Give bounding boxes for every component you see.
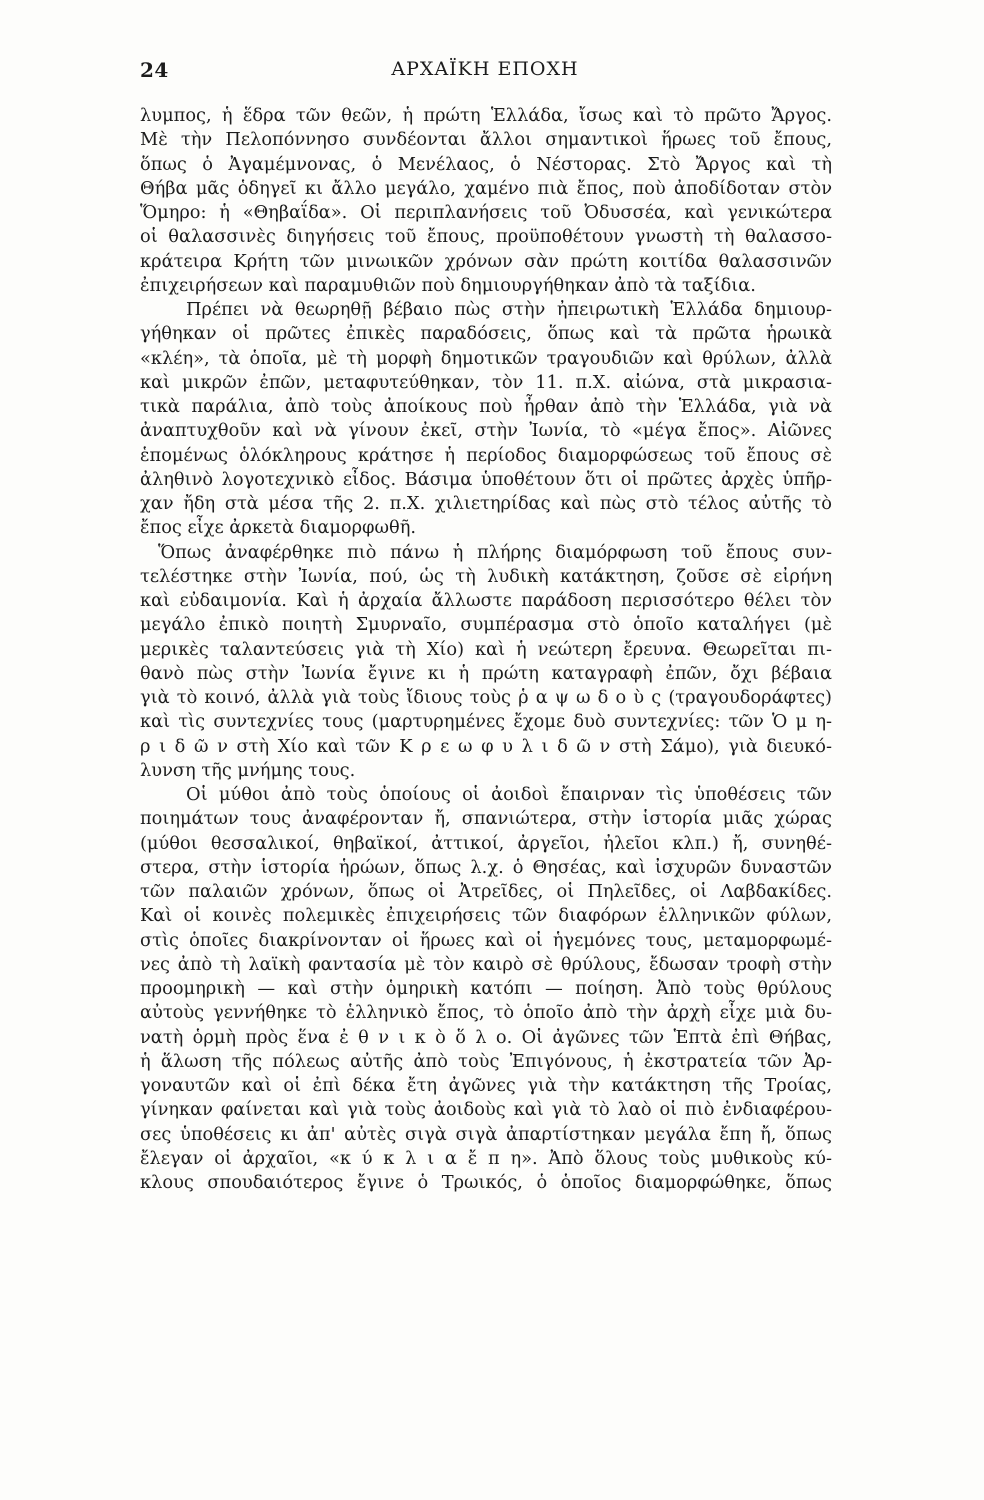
paragraph-first-line: Οἱ μύθοι ἀπὸ τοὺς ὁποίους οἱ ἀοιδοὶ ἔπαιρναν τὶς ὑποθέσεις τῶν	[186, 784, 832, 805]
text-line: λυμπος, ἡ ἕδρα τῶν θεῶν, ἡ πρώτη Ἑλλάδα, ἴσως καὶ τὸ πρῶτο Ἄργος.	[140, 105, 832, 126]
text-line: οἱ θαλασσινὲς διηγήσεις τοῦ ἔπους, προϋποθέτουν γνωστὴ τὴ θαλασσο-	[140, 226, 832, 248]
text-line: στὶς ὁποῖες διακρίνονταν οἱ ἥρωες καὶ οἱ ἡγεμόνες τους, μεταμορφωμέ-	[140, 929, 832, 951]
text-line: ἀληθινὸ λογοτεχνικὸ εἶδος. Βάσιμα ὑποθέτουν ὅτι οἱ πρῶτες ἀρχὲς ὑπῆρ-	[140, 468, 832, 490]
text-line: (μύθοι θεσσαλικοί, θηβαϊκοί, ἀττικοί, ἀργεῖοι, ἠλεῖοι κλπ.) ἤ, συνηθέ-	[140, 832, 832, 854]
text-line: ὅπως ὁ Ἀγαμέμνονας, ὁ Μενέλαος, ὁ Νέστορας. Στὸ Ἄργος καὶ τὴ	[140, 153, 832, 175]
text-line: νες ἀπὸ τὴ λαϊκὴ φαντασία μὲ τὸν καιρὸ σὲ θρύλους, ἔδωσαν τροφὴ στὴν	[140, 953, 832, 975]
text-line: «κλέη», τὰ ὁποῖα, μὲ τὴ μορφὴ δημοτικῶν τραγουδιῶν καὶ θρύλων, ἀλλὰ	[140, 347, 832, 369]
text-line: καὶ μικρῶν ἐπῶν, μεταφυτεύθηκαν, τὸν 11. π.Χ. αἰώνα, στὰ μικρασια-	[140, 371, 832, 393]
text-line: Θήβα μᾶς ὁδηγεῖ κι ἄλλο μεγάλο, χαμένο πιὰ ἔπος, ποὺ ἀποδίδοταν στὸν	[140, 177, 832, 199]
text-line: προομηρικὴ — καὶ στὴν ὁμηρικὴ κατόπι — ποίηση. Ἀπὸ τοὺς θρύλους	[140, 978, 832, 999]
text-line: μερικὲς ταλαντεύσεις γιὰ τὴ Χίο) καὶ ἡ νεώτερη ἔρευνα. Θεωρεῖται πι-	[140, 638, 832, 660]
text-line: ρ ι δ ῶ ν στὴ Χίο καὶ τῶν Κ ρ ε ω φ υ λ ι δ ῶ ν στὴ Σάμο), γιὰ διευκό-	[140, 735, 832, 757]
running-title: ΑΡΧΑΪΚΗ ΕΠΟΧΗ	[391, 58, 579, 80]
text-line: Μὲ τὴν Πελοπόννησο συνδέονται ἄλλοι σημαντικοὶ ἥρωες τοῦ ἔπους,	[140, 129, 832, 151]
text-line: καὶ τὶς συντεχνίες τους (μαρτυρημένες ἔχομε δυὸ συντεχνίες: τῶν Ὁ μ η-	[140, 711, 832, 733]
text-line: ἔπος εἶχε ἀρκετὰ διαμορφωθῆ.	[140, 517, 417, 539]
text-line: τικὰ παράλια, ἀπὸ τοὺς ἀποίκους ποὺ ἦρθαν ἀπὸ τὴν Ἑλλάδα, γιὰ νὰ	[140, 396, 832, 417]
text-line: ἔλεγαν οἱ ἀρχαῖοι, «κ ύ κ λ ι α ἔ π η». Ἀπὸ ὅλους τοὺς μυθικοὺς κύ-	[140, 1147, 832, 1169]
text-line: Καὶ οἱ κοινὲς πολεμικὲς ἐπιχειρήσεις τῶν διαφόρων ἑλληνικῶν φύλων,	[140, 905, 832, 927]
text-line: τελέστηκε στὴν Ἰωνία, πού, ὡς τὴ λυδικὴ κατάκτηση, ζοῦσε σὲ εἰρήνη	[140, 565, 832, 587]
text-line: κράτειρα Κρήτη τῶν μινωικῶν χρόνων σὰν πρώτη κοιτίδα θαλασσινῶν	[140, 250, 832, 272]
text-line: χαν ἤδη στὰ μέσα τῆς 2. π.Χ. χιλιετηρίδας καὶ πὼς στὸ τέλος αὐτῆς τὸ	[140, 493, 832, 514]
text-line: μεγάλο ἐπικὸ ποιητὴ Σμυρναῖο, συμπέρασμα στὸ ὁποῖο καταλήγει (μὲ	[140, 614, 832, 636]
paragraph-first-line: Πρέπει νὰ θεωρηθῇ βέβαιο πὼς στὴν ἠπειρωτικὴ Ἑλλάδα δημιουρ-	[186, 299, 832, 320]
text-line: νατὴ ὁρμὴ πρὸς ἕνα ἐ θ ν ι κ ὸ ὅ λ ο. Οἱ ἀγῶνες τῶν Ἑπτὰ ἐπὶ Θήβας,	[140, 1026, 832, 1048]
text-line: ἡ ἅλωση τῆς πόλεως αὐτῆς ἀπὸ τοὺς Ἐπιγόνους, ἡ ἐκστρατεία τῶν Ἀρ-	[140, 1050, 832, 1072]
text-line: στερα, στὴν ἱστορία ἡρώων, ὅπως λ.χ. ὁ Θησέας, καὶ ἰσχυρῶν δυναστῶν	[140, 856, 832, 878]
text-line: γιὰ τὸ κοινό, ἀλλὰ γιὰ τοὺς ἴδιους τοὺς ῥ α ψ ω δ ο ὺ ς (τραγουδοράφτες)	[140, 687, 832, 708]
page-number: 24	[140, 58, 169, 82]
text-line: ἑπομένως ὁλόκληρους κράτησε ἡ περίοδος διαμορφώσεως τοῦ ἔπους σὲ	[140, 444, 832, 466]
text-line: γοναυτῶν καὶ οἱ ἐπὶ δέκα ἔτη ἀγῶνες γιὰ τὴν κατάκτηση τῆς Τροίας,	[140, 1075, 832, 1096]
text-line: κλους σπουδαιότερος ἔγινε ὁ Τρωικός, ὁ ὁποῖος διαμορφώθηκε, ὅπως	[140, 1172, 832, 1193]
text-line: αὐτοὺς γεννήθηκε τὸ ἑλληνικὸ ἔπος, τὸ ὁποῖο ἀπὸ τὴν ἀρχὴ εἶχε μιὰ δυ-	[140, 1002, 832, 1024]
text-line: ἐπιχειρήσεων καὶ παραμυθιῶν ποὺ δημιουργήθηκαν ἀπὸ τὰ ταξίδια.	[140, 274, 756, 296]
text-line: θανὸ πὼς στὴν Ἰωνία ἔγινε κι ἡ πρώτη καταγραφὴ ἐπῶν, ὄχι βέβαια	[140, 662, 832, 684]
text-line: Ὅμηρο: ἡ «Θηβαΐδα». Οἱ περιπλανήσεις τοῦ Ὀδυσσέα, καὶ γενικώτερα	[140, 202, 832, 223]
running-head	[140, 58, 830, 88]
text-line: ἀναπτυχθοῦν καὶ νὰ γίνουν ἐκεῖ, στὴν Ἰωνία, τὸ «μέγα ἔπος». Αἰῶνες	[140, 420, 832, 442]
body-text	[140, 104, 832, 1195]
text-line: τῶν παλαιῶν χρόνων, ὅπως οἱ Ἀτρεῖδες, οἱ Πηλεῖδες, οἱ Λαβδακίδες.	[140, 881, 832, 902]
text-line: ποιημάτων τους ἀναφέρονταν ἤ, σπανιώτερα, στὴν ἱστορία μιᾶς χώρας	[140, 808, 832, 830]
text-line: σες ὑποθέσεις κι ἀπ' αὐτὲς σιγὰ σιγὰ ἀπαρτίστηκαν μεγάλα ἔπη ἤ, ὅπως	[140, 1123, 832, 1145]
text-line: λυνση τῆς μνήμης τους.	[140, 759, 356, 781]
text-line: καὶ εὐδαιμονία. Καὶ ἡ ἀρχαία ἄλλωστε παράδοση περισσότερο θέλει τὸν	[140, 590, 832, 611]
text-line: γήθηκαν οἱ πρῶτες ἐπικὲς παραδόσεις, ὅπως καὶ τὰ πρῶτα ἡρωικὰ	[140, 323, 832, 345]
text-line: γίνηκαν φαίνεται καὶ γιὰ τοὺς ἀοιδοὺς καὶ γιὰ τὸ λαὸ οἱ πιὸ ἐνδιαφέρου-	[140, 1099, 832, 1121]
paragraph-first-line: Ὅπως ἀναφέρθηκε πιὸ πάνω ἡ πλήρης διαμόρφωση τοῦ ἔπους συν-	[158, 541, 832, 563]
